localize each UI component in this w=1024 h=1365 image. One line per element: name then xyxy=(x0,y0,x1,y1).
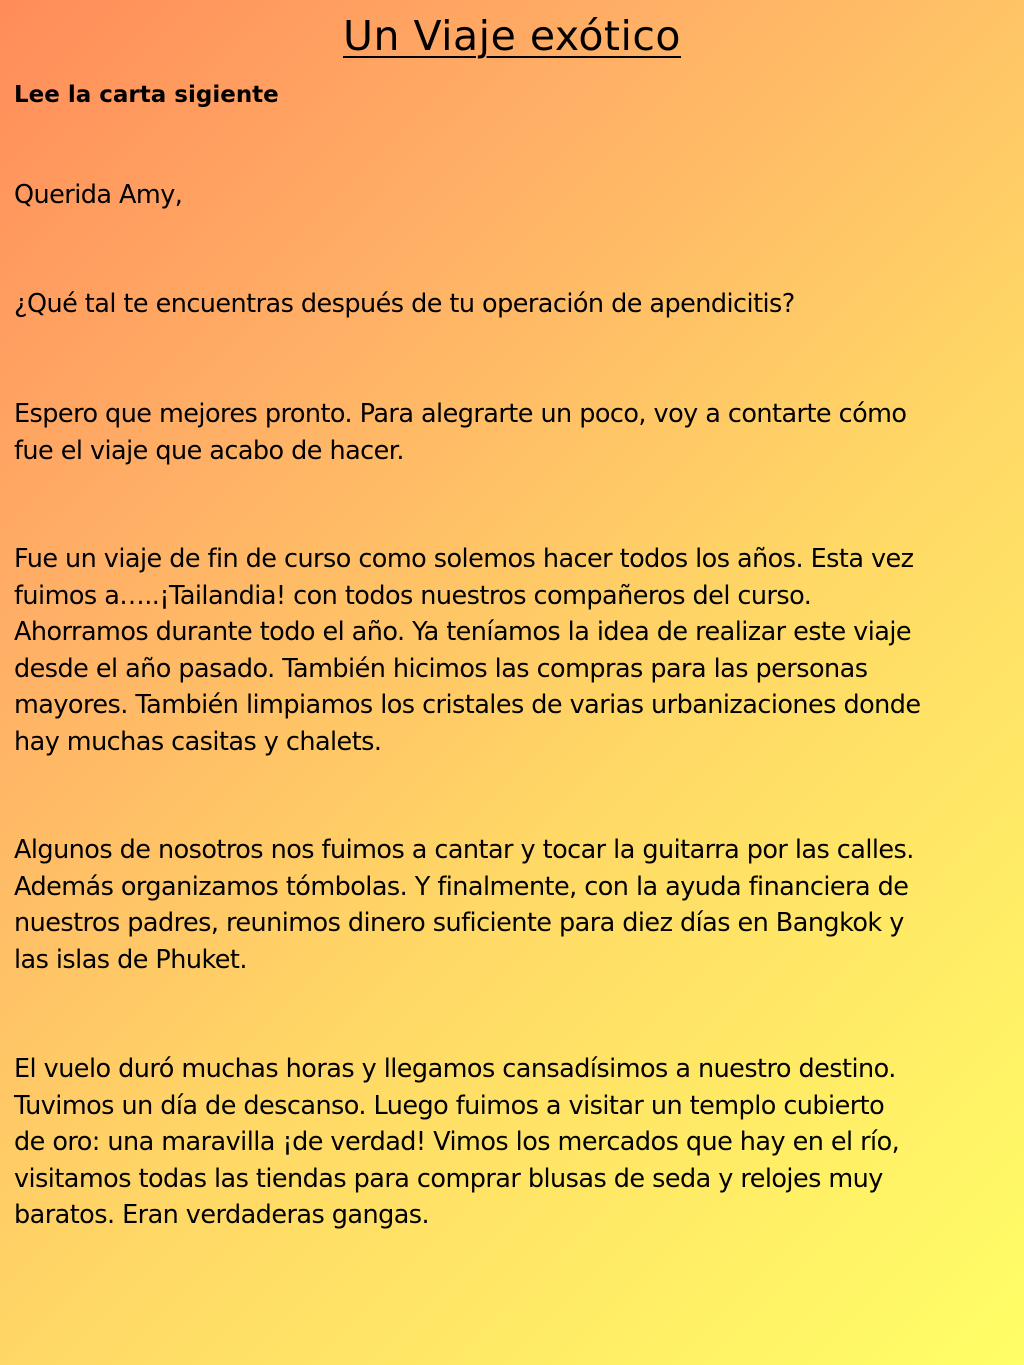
letter-paragraph: Espero que mejores pronto. Para alegrarte un poco, voy a contarte cómo fue el viaje que acabo de hacer. xyxy=(14,399,907,466)
letter-question: ¿Qué tal te encuentras después de tu operación de apendicitis? xyxy=(14,289,795,319)
letter-paragraph: Algunos de nosotros nos fuimos a cantar y tocar la guitarra por las calles. Además organizamos tómbolas. Y finalmente, con la ayuda financiera de nuestros padres, reunimos dinero suficiente para diez días en Bangkok y las islas de Phuket. xyxy=(14,835,914,975)
letter-paragraph: El vuelo duró muchas horas y llegamos cansadísimos a nuestro destino. Tuvimos un día de descanso. Luego fuimos a visitar un templo cubierto de oro: una maravilla ¡de verdad! Vimos los mercados que hay en el río, visitamos todas las tiendas para comprar blusas de seda y relojes muy baratos. Eran verdaderas gangas. xyxy=(14,1054,900,1230)
instruction-text: Lee la carta sigiente xyxy=(14,82,279,108)
page-title: Un Viaje exótico xyxy=(342,12,682,60)
letter-greeting: Querida Amy, xyxy=(14,180,183,210)
letter-paragraph: Fue un viaje de fin de curso como solemos hacer todos los años. Esta vez fuimos a…..¡Tailandia! con todos nuestros compañeros del curso. Ahorramos durante todo el año. Ya teníamos la idea de realizar este viaje desde el año pasado. También hicimos las compras para las personas mayores. También limpiamos los cristales de varias urbanizaciones donde hay muchas casitas y chalets. xyxy=(14,544,921,757)
